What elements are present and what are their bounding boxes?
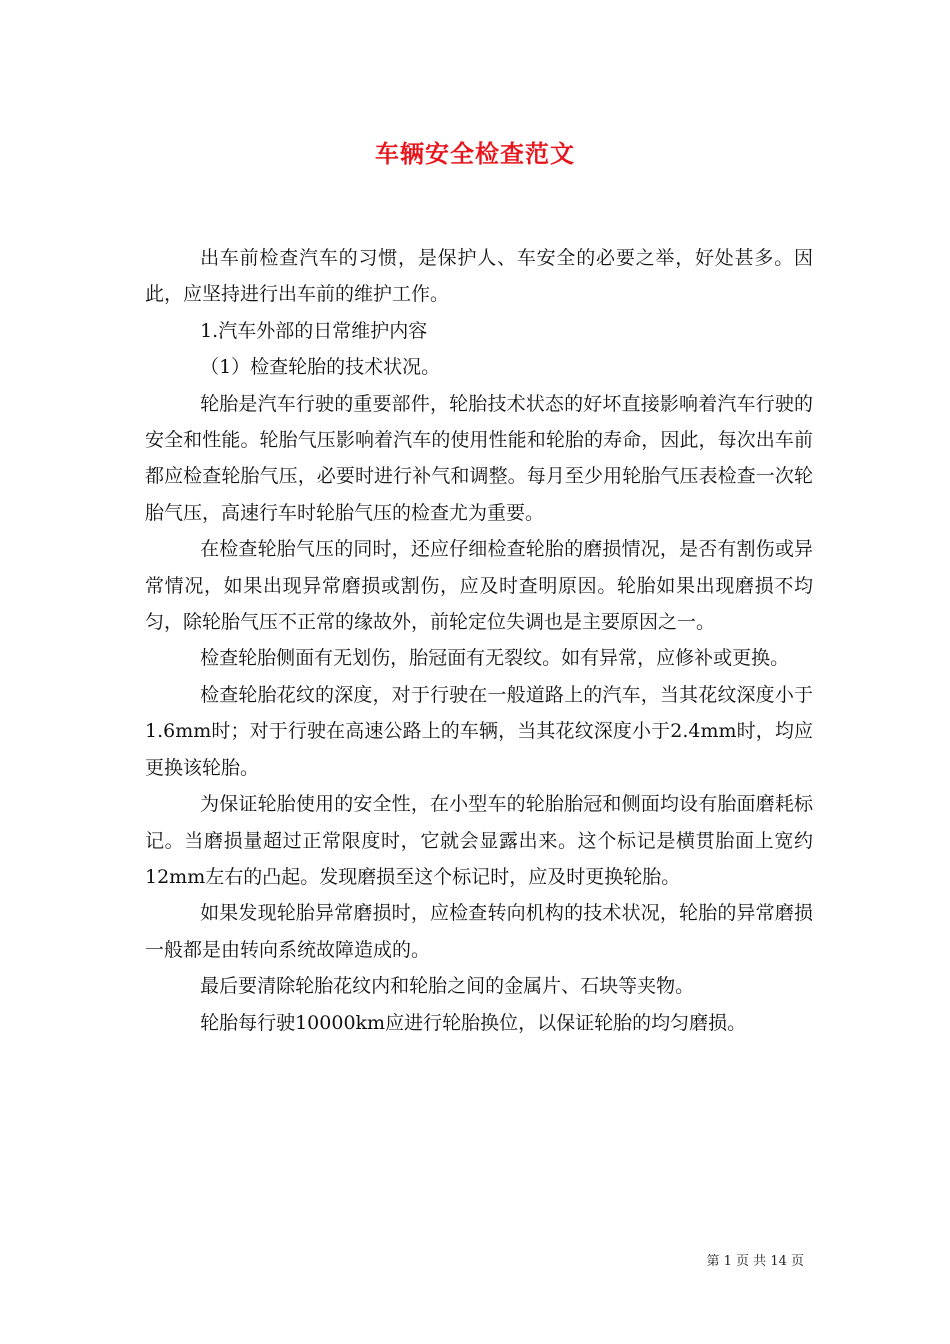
paragraph-tire-importance: 轮胎是汽车行驶的重要部件，轮胎技术状态的好坏直接影响着汽车行驶的安全和性能。轮胎气压影响着汽车的使用性能和轮胎的寿命，因此，每次出车前都应检查轮胎气压，必要时进行补气和调整。每月至少用轮胎气压表检查一次轮胎气压，高速行车时轮胎气压的检查尤为重要。 [145, 392, 813, 524]
paragraph-abnormal-wear: 如果发现轮胎异常磨损时，应检查转向机构的技术状况，轮胎的异常磨损一般都是由转向系统故障造成的。 [145, 902, 813, 961]
section-heading: 1.汽车外部的日常维护内容 [200, 319, 428, 342]
paragraph-clear-debris: 最后要清除轮胎花纹内和轮胎之间的金属片、石块等夹物。 [200, 975, 695, 998]
paragraph-intro: 出车前检查汽车的习惯，是保护人、车安全的必要之举，好处甚多。因此，应坚持进行出车前的维护工作。 [145, 247, 813, 306]
page-number: 第 1 页 共 14 页 [706, 1254, 804, 1269]
document-body [145, 240, 813, 1041]
subsection-heading: （1）检查轮胎的技术状况。 [200, 356, 441, 379]
paragraph-tire-sidewall: 检查轮胎侧面有无划伤，胎冠面有无裂纹。如有异常，应修补或更换。 [200, 647, 790, 670]
paragraph-tire-rotation: 轮胎每行驶10000km应进行轮胎换位，以保证轮胎的均匀磨损。 [200, 1011, 747, 1034]
paragraph-wear-indicator: 为保证轮胎使用的安全性，在小型车的轮胎胎冠和侧面均设有胎面磨耗标记。当磨损量超过正常限度时，它就会显露出来。这个标记是横贯胎面上宽约12mm左右的凸起。发现磨损至这个标记时，应及时更换轮胎。 [145, 793, 813, 888]
document-title: 车辆安全检查范文 [375, 139, 575, 168]
paragraph-tread-depth: 检查轮胎花纹的深度，对于行驶在一般道路上的汽车，当其花纹深度小于1.6mm时；对于行驶在高速公路上的车辆，当其花纹深度小于2.4mm时，均应更换该轮胎。 [145, 683, 813, 779]
paragraph-tire-wear: 在检查轮胎气压的同时，还应仔细检查轮胎的磨损情况，是否有割伤或异常情况，如果出现异常磨损或割伤，应及时查明原因。轮胎如果出现磨损不均匀，除轮胎气压不正常的缘故外，前轮定位失调也是主要原因之一。 [145, 538, 813, 634]
